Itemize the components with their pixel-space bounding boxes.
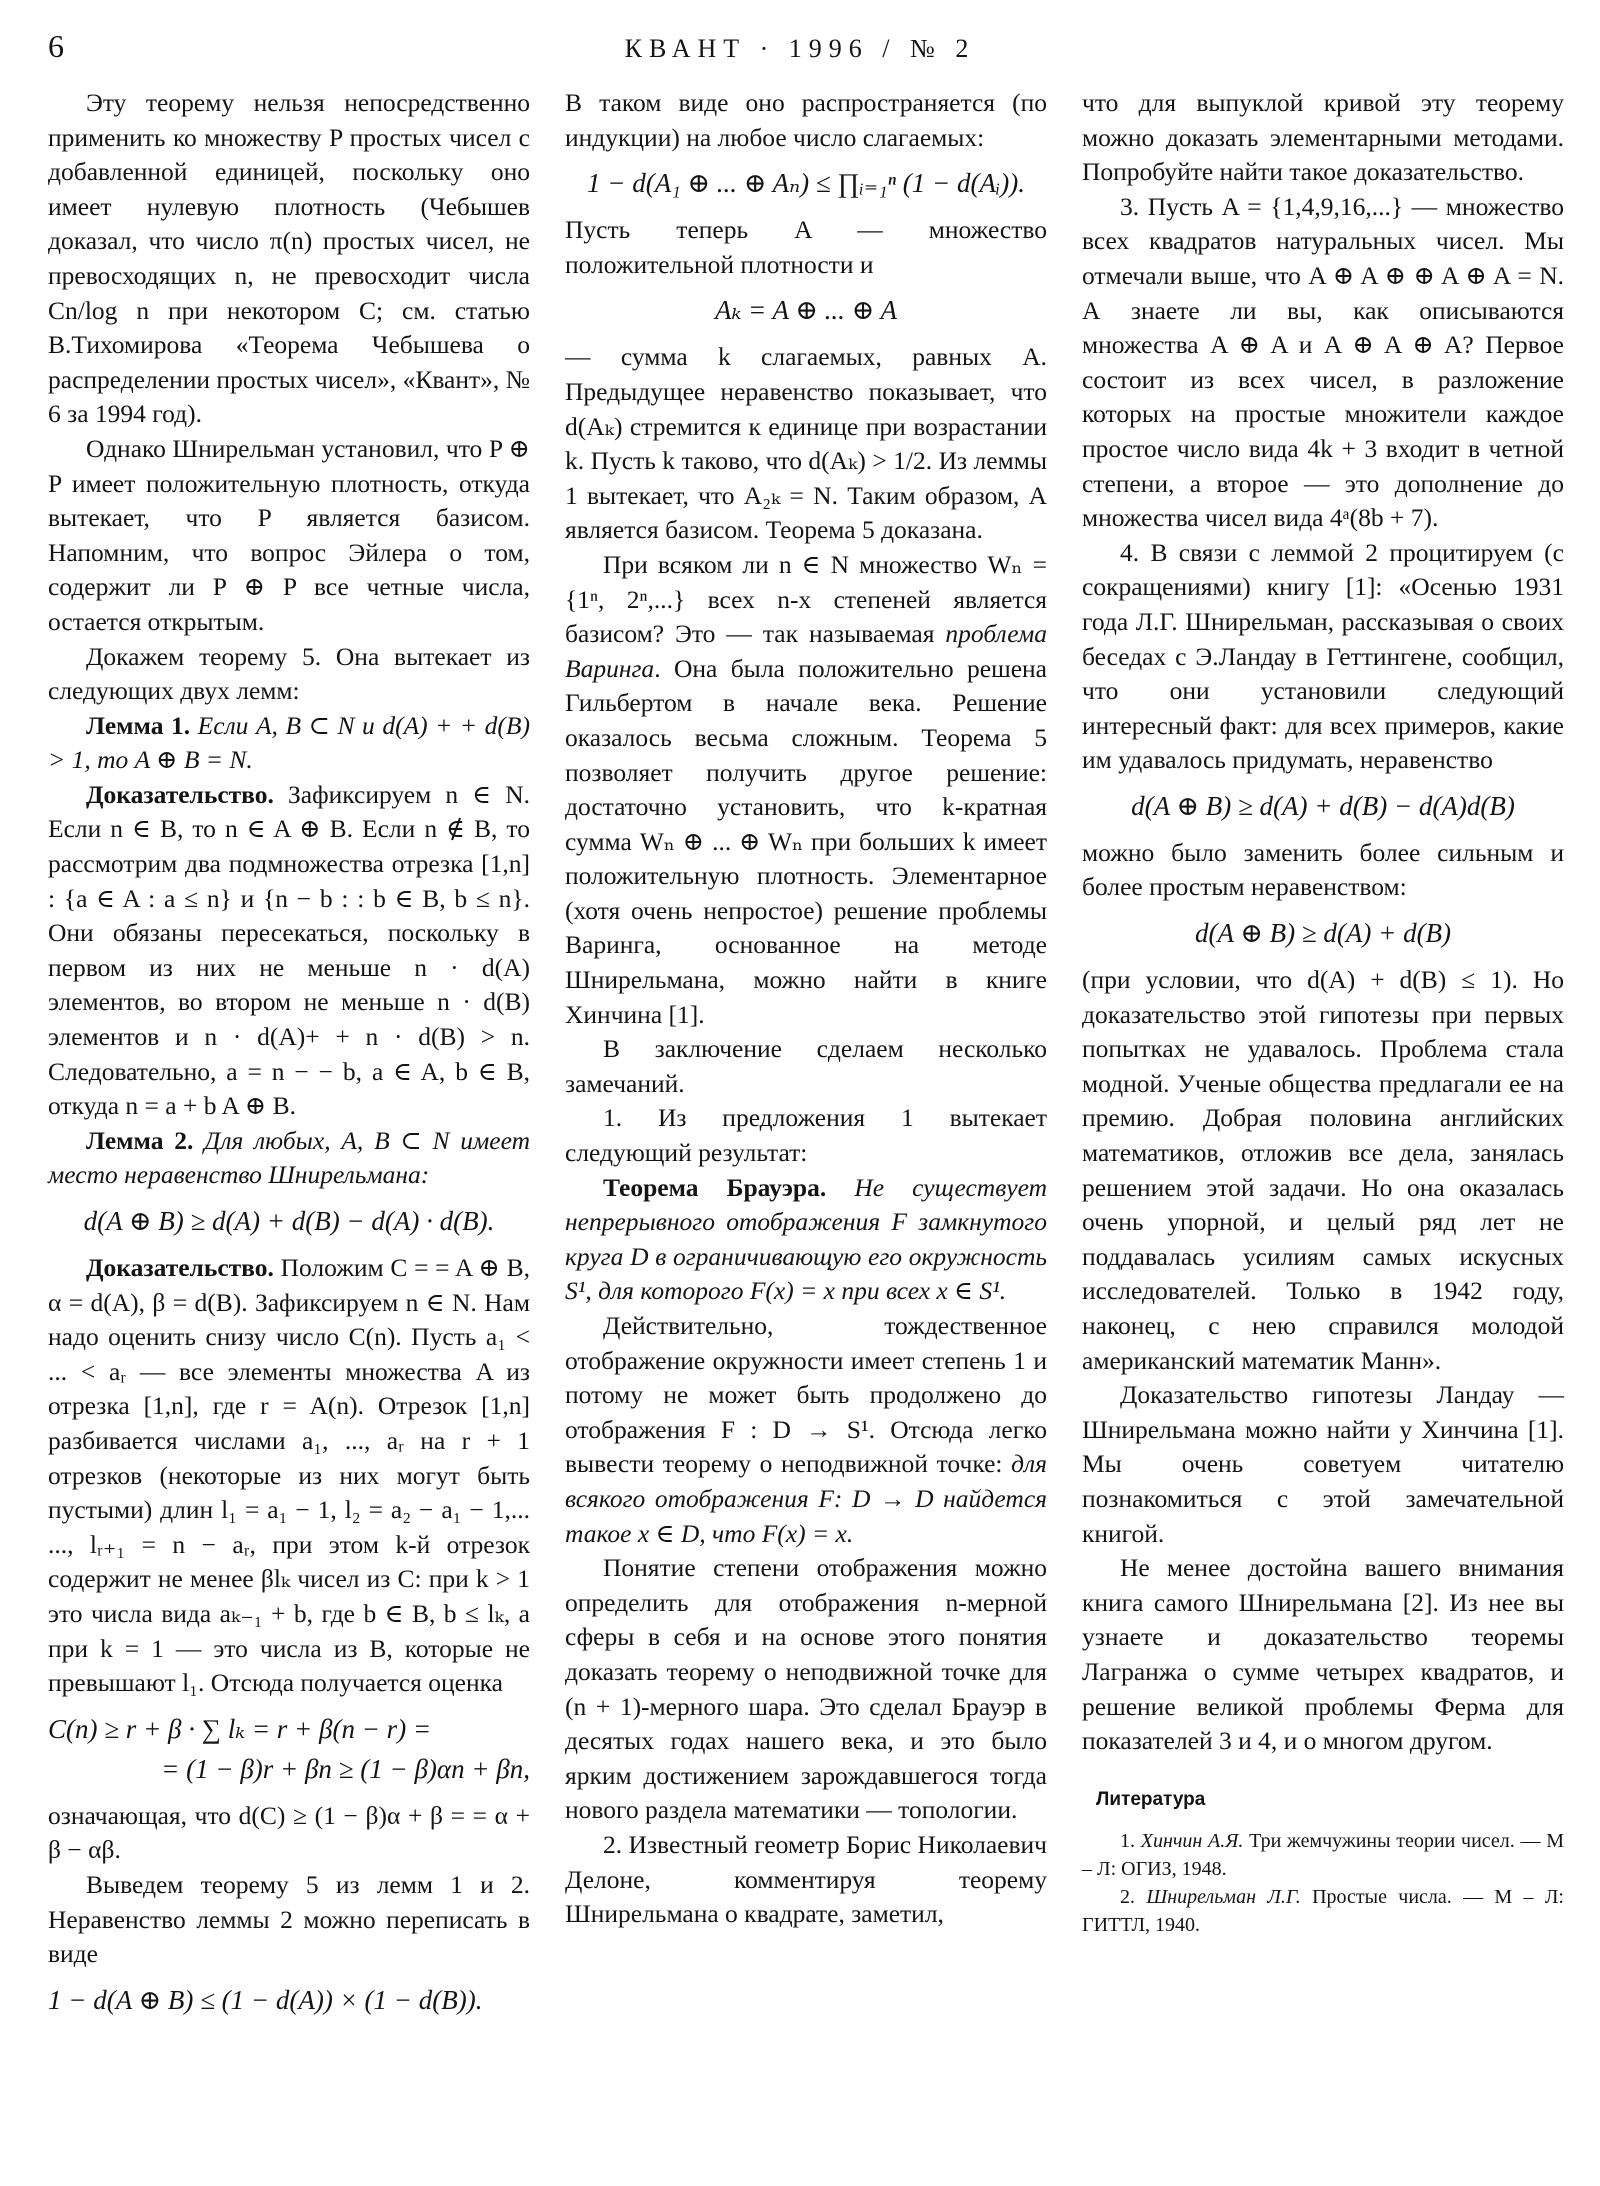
brouwer-theorem-text: Не существует непрерывного отображения F замкнутого круга D в ограничивающую его окружность S¹, для которого F(x) = x при всех x ∈ S¹. (565, 1172, 1047, 1306)
proof-2-label: Доказательство. (86, 1253, 274, 1282)
text-run: . Она была положительно решена Гильбертом в начале века. Решение оказалось весьма сложным. Теорема 5 позволяет получить другое решение: достаточно установить, что k-кратная сумма Wₙ ⊕ ... ⊕ Wₙ при больших k имеет положительную плотность. Элементарное (хотя очень непростое) решение проблемы Варинга, основанное на методе Шнирельмана, можно найти в книге Хинчина [1]. (565, 653, 1047, 1029)
formula-schnirelmann-inequality-quote: d(A ⊕ B) ≥ d(A) + d(B) − d(A)d(B) (1131, 790, 1515, 821)
formula-estimate-line-1: C(n) ≥ r + β · ∑ lₖ = r + β(n − r) = (48, 1713, 432, 1744)
paragraph: В заключение сделаем несколько замечаний. (565, 1034, 1047, 1098)
paragraph: 4. В связи с леммой 2 процитируем (с сокращениями) книгу [1]: «Осенью 1931 года Л.Г. Шнирельман, рассказывая о своих беседах с Э.Ландау в Геттингене, сообщил, что они установили следующий интересный факт: для всех примеров, какие им удавалось придумать, неравенство (1082, 537, 1564, 775)
text-run: Действительно, тождественное отображение окружности имеет степень 1 и потому не может быть продолжено до отображения F : D → S¹. Отсюда легко вывести теорему о неподвижной точке: (565, 1311, 1047, 1479)
lemma-2-text: Для любых, A, B ⊂ N имеет место неравенство Шнирельмана: (48, 1125, 531, 1190)
paragraph: что для выпуклой кривой эту теорему можно доказать элементарными методами. Попробуйте найти такое доказательство. (1082, 88, 1564, 187)
lemma-1 (48, 709, 530, 778)
running-head: КВАНТ · 1996 / № 2 (624, 34, 976, 63)
lemma-1-text: Если A, B ⊂ N и d(A) + + d(B) > 1, то A ⊕ B = N. (48, 710, 530, 775)
references-title: Литература (1096, 1788, 1206, 1810)
proof-2-text: Положим C = = A ⊕ B, α = d(A), β = d(B). Зафиксируем n ∈ N. Нам надо оценить снизу число C(n). Пусть a₁ < ... < aᵣ — все элементы множества A из отрезка [1,n], где r = A(n). Отрезок [1,n] разбивается числами a₁, ..., aᵣ на r + 1 отрезков (некоторые из них могут быть пустыми) длин l₁ = a₁ − 1, l₂ = a₂ − a₁ − 1,... ..., lᵣ₊₁ = n − aᵣ, при этом k-й отрезок содержит не менее βlₖ чисел из C: при k > 1 это числа вида aₖ₋₁ + b, где b ∈ B, b ≤ lₖ, а при k = 1 — это числа из B, которые не превышают l₁. Отсюда получается оценка (48, 1253, 530, 1698)
reference-item: 2. Шнирельман Л.Г. Простые числа. — М – Л: ГИТТЛ, 1940. (1082, 1886, 1564, 1937)
text-run: При всяком ли n ∈ N множество Wₙ = {1ⁿ, 2ⁿ,...} всех n-х степеней является базисом? Это — так называемая (565, 549, 1047, 649)
paragraph: можно было заменить более сильным и более простым неравенством: (1082, 837, 1564, 902)
paragraph: (при условии, что d(A) + d(B) ≤ 1). Но доказательство этой гипотезы при первых попытках не удавалось. Проблема стала модной. Ученые общества предлагали ее на премию. Добрая половина английских математиков, отложив все дела, занялась решением этой задачи. Но она оказалась очень упорной, и целый ряд лет не поддавалась усилиям самых искусных исследователей. Только в 1942 году, наконец, с нею справился молодой американский математик Манн». (1082, 965, 1564, 1375)
column-2 (565, 86, 1047, 1932)
page-header (48, 28, 1552, 68)
paragraph-waring (565, 548, 1047, 1032)
reference-author: Шнирельман Л.Г. (1146, 1886, 1301, 1909)
proof-2 (48, 1251, 530, 1701)
lemma-2 (48, 1124, 530, 1193)
paragraph: В таком виде оно распространяется (по индукции) на любое число слагаемых: (565, 88, 1047, 152)
formula-mann-inequality: d(A ⊕ B) ≥ d(A) + d(B) (1194, 918, 1452, 949)
paragraph: Не менее достойна вашего внимания книга самого Шнирельмана [2]. Из нее вы узнаете и доказательство теоремы Лагранжа о сумме четырех квадратов, и решение великой проблемы Ферма для показателей 3 и 4, и о многом другом. (1082, 1553, 1564, 1756)
paragraph: 1. Из предложения 1 вытекает следующий результат: (565, 1103, 1047, 1168)
paragraph: означающая, что d(C) ≥ (1 − β)α + β = = α + β − αβ. (48, 1800, 530, 1865)
column-1 (48, 86, 530, 2030)
reference-item: 1. Хинчин А.Я. Три жемчужины теории чисел. — М – Л: ОГИЗ, 1948. (1082, 1830, 1565, 1881)
lemma-2-label: Лемма 2. (86, 1125, 194, 1155)
page-number: 6 (48, 28, 64, 64)
fixed-point-statement: для всякого отображения F: D → D найдется такое x ∈ D, что F(x) = x. (565, 1449, 1047, 1548)
proof-1 (48, 778, 530, 1124)
formula-k-fold-sum: Aₖ = A ⊕ ... ⊕ A (714, 295, 898, 326)
reference-text: Простые числа. — М – Л: ГИТТЛ, 1940. (1082, 1886, 1564, 1937)
column-3 (1082, 86, 1564, 1939)
formula-product-inequality: 1 − d(A₁ ⊕ ... ⊕ Aₙ) ≤ ∏ᵢ₌₁ⁿ (1 − d(Aᵢ)). (587, 168, 1025, 199)
paragraph: Выведем теорему 5 из лемм 1 и 2. Неравенство леммы 2 можно переписать в виде (48, 1869, 530, 1969)
proof-1-text: Зафиксируем n ∈ N. Если n ∈ B, то n ∈ A ⊕ B. Если n ∉ B, то рассмотрим два подмножества отрезка [1,n] : {a ∈ A : a ≤ n} и {n − b : : b ∈ B, b ≤ n}. Они обязаны пересекаться, поскольку в первом из них не меньше n · d(A) элементов, во втором не меньше n · d(B) элементов и n · d(A)+ + n · d(B) > n. Следовательно, a = n − − b, a ∈ A, b ∈ B, откуда n = a + b A ⊕ B. (48, 779, 530, 1121)
paragraph: Понятие степени отображения можно определить для отображения n-мерной сферы в себя и на основе этого понятия доказать теорему о неподвижной точке для (n + 1)-мерного шара. Это сделал Брауэр в десятых годах нашего века, и это было ярким достижением зарождавшегося тогда нового раздела математики — топологии. (565, 1553, 1047, 1825)
paragraph: Доказательство гипотезы Ландау — Шнирельмана можно найти у Хинчина [1]. Мы очень советуем читателю познакомиться с этой замечательной книгой. (1082, 1380, 1564, 1548)
waring-problem-term: проблема Варинга (565, 619, 1047, 683)
reference-text: Три жемчужины теории чисел. — М – Л: ОГИЗ, 1948. (1082, 1830, 1565, 1881)
reference-author: Хинчин А.Я. (1140, 1830, 1244, 1853)
paragraph: Пусть теперь A — множество положительной плотности и (565, 215, 1047, 279)
lemma-1-label: Лемма 1. (86, 710, 191, 740)
brouwer-theorem-label: Теорема Брауэра. (603, 1172, 827, 1202)
formula-schnirelmann-inequality: d(A ⊕ B) ≥ d(A) + d(B) − d(A) · d(B). (83, 1206, 495, 1236)
formula-rewritten-inequality: 1 − d(A ⊕ B) ≤ (1 − d(A)) × (1 − d(B)). (48, 1984, 483, 2015)
brouwer-theorem (565, 1171, 1047, 1309)
paragraph-fixed-point (565, 1309, 1047, 1551)
paragraph: — сумма k слагаемых, равных A. Предыдущее неравенство показывает, что d(Aₖ) стремится к единице при возрастании k. Пусть k таково, что d(Aₖ) > 1/2. Из леммы 1 вытекает, что A₂ₖ = N. Таким образом, A является базисом. Теорема 5 доказана. (565, 342, 1047, 545)
paragraph: 3. Пусть A = {1,4,9,16,...} — множество всех квадратов натуральных чисел. Мы отмечали выше, что A ⊕ A ⊕ ⊕ A ⊕ A = N. А знаете ли вы, как описываются множества A ⊕ A и A ⊕ A ⊕ A? Первое состоит из всех чисел, в разложение которых на простые множители каждое простое число вида 4k + 3 входит в четной степени, а второе — это дополнение до множества чисел вида 4ᵃ(8b + 7). (1082, 191, 1564, 533)
formula-estimate-line-2: = (1 − β)r + βn ≥ (1 − β)αn + βn, (161, 1753, 530, 1784)
proof-1-label: Доказательство. (86, 779, 274, 809)
paragraph: Эту теорему нельзя непосредственно применить ко множеству P простых чисел с добавленной единицей, поскольку оно имеет нулевую плотность (Чебышев доказал, что число π(n) простых чисел, не превосходящих n, не превосходит числа Cn/log n при некотором C; см. статью В.Тихомирова «Теорема Чебышева о распределении простых чисел», «Квант», № 6 за 1994 год). (48, 88, 530, 429)
paragraph: 2. Известный геометр Борис Николаевич Делоне, комментируя теорему Шнирельмана о квадрате, заметил, (565, 1829, 1047, 1929)
paragraph: Докажем теорему 5. Она вытекает из следующих двух лемм: (48, 641, 530, 706)
paragraph: Однако Шнирельман установил, что P ⊕ P имеет положительную плотность, откуда вытекает, что P является базисом. Напомним, что вопрос Эйлера о том, содержит ли P ⊕ P все четные числа, остается открытым. (48, 433, 530, 636)
